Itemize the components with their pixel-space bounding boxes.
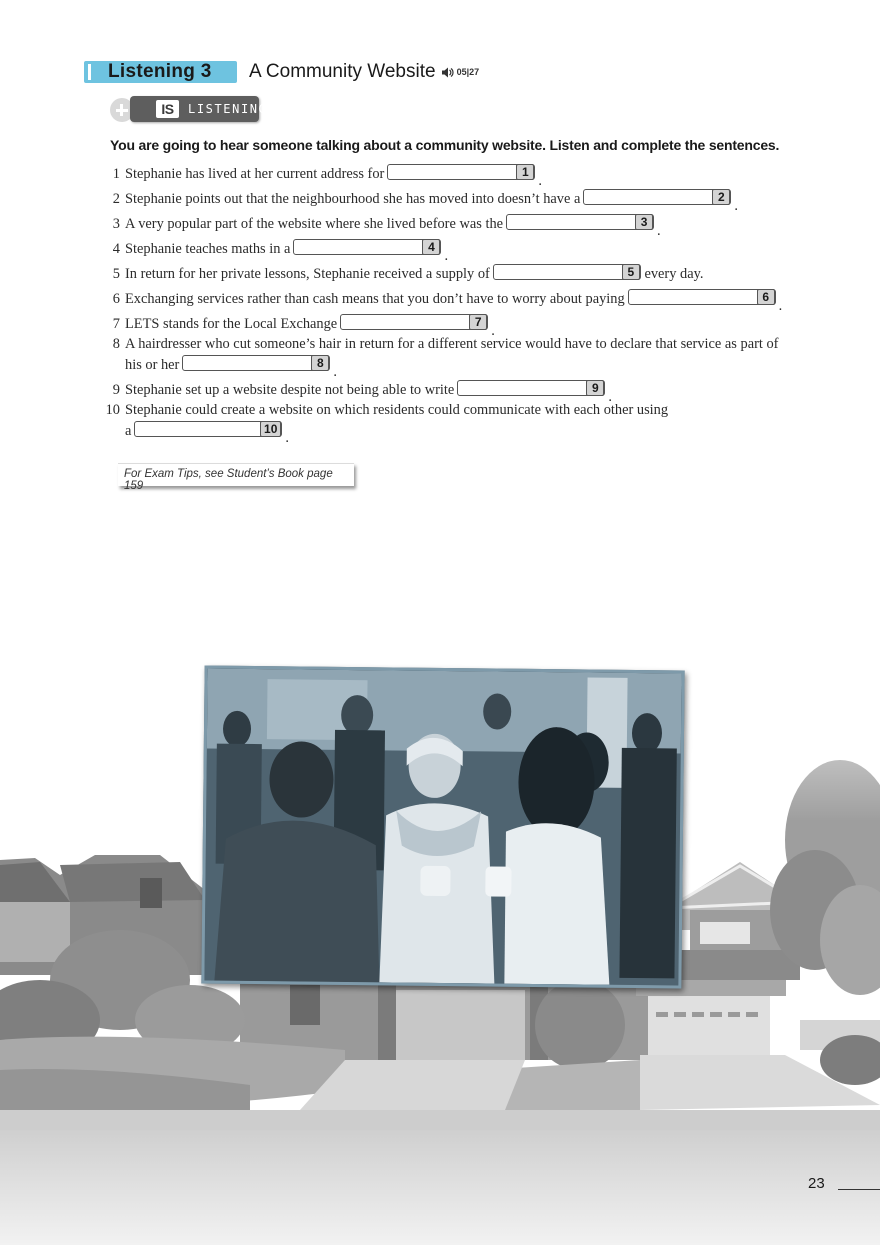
question-9: 9 Stephanie set up a website despite not being able to write 9 . — [96, 380, 612, 408]
blank-number: 9 — [586, 380, 604, 396]
question-text-after: every day. — [644, 266, 704, 282]
question-7: 7 LETS stands for the Local Exchange 7 . — [96, 314, 495, 342]
answer-blank-4[interactable] — [293, 239, 441, 255]
question-3: 3 A very popular part of the website where she lived before was the 3 . — [96, 214, 661, 242]
task-instructions: You are going to hear someone talking about a community website. Listen and complete the sentences. — [110, 137, 780, 153]
audio-track-number: 05|27 — [456, 67, 480, 77]
skill-pill — [130, 96, 268, 122]
answer-blank-7[interactable] — [340, 314, 488, 330]
question-number: 6 — [112, 291, 120, 307]
blank-number: 5 — [622, 264, 640, 280]
section-tag — [84, 61, 237, 83]
question-8: 8 A hairdresser who cut someone’s hair in return for a different service would have to declare that service as part of his or her 8 . — [96, 334, 778, 383]
question-2: 2 Stephanie points out that the neighbourhood she has moved into doesn’t have a 2 . — [96, 189, 738, 217]
question-text: In return for her private lessons, Stephanie received a supply of — [125, 266, 490, 282]
section-label: Listening 3 — [108, 61, 212, 82]
question-text-continued: his or her — [125, 357, 180, 373]
skill-badge — [110, 96, 268, 124]
question-text: A very popular part of the website where she lived before was the — [125, 216, 504, 232]
question-number: 9 — [112, 382, 120, 398]
exam-tips-note — [118, 463, 354, 492]
blank-number: 10 — [260, 421, 281, 437]
question-text: Stephanie points out that the neighbourhood she has moved into doesn’t have a — [125, 191, 581, 207]
question-text: Stephanie teaches maths in a — [125, 241, 291, 257]
question-text: A hairdresser who cut someone’s hair in return for a different service would have to declare that service as part of — [125, 336, 779, 352]
blank-number: 7 — [469, 314, 487, 330]
people-socializing-image — [204, 669, 681, 986]
section-header — [84, 60, 479, 84]
question-6: 6 Exchanging services rather than cash means that you don’t have to worry about paying 6 . — [96, 289, 782, 317]
question-text: Exchanging services rather than cash means that you don’t have to worry about paying — [125, 291, 625, 307]
skill-label: LISTENING — [188, 102, 268, 116]
answer-blank-10[interactable] — [134, 421, 282, 437]
question-number: 2 — [112, 191, 120, 207]
question-number: 5 — [112, 266, 120, 282]
blank-number: 8 — [311, 355, 329, 371]
community-gathering-photo — [201, 665, 684, 988]
answer-blank-6[interactable] — [628, 289, 776, 305]
is-logo — [156, 100, 179, 118]
question-text: LETS stands for the Local Exchange — [125, 316, 338, 332]
exam-tips-text: For Exam Tips, see Student’s Book page 159 — [124, 468, 333, 492]
answer-blank-2[interactable] — [583, 189, 731, 205]
question-text-continued: a — [125, 423, 132, 439]
question-4: 4 Stephanie teaches maths in a 4 . — [96, 239, 448, 267]
question-text: Stephanie has lived at her current address for — [125, 166, 385, 182]
page-number-rule — [838, 1189, 880, 1190]
page-number: 23 — [808, 1175, 825, 1192]
blank-number: 4 — [422, 239, 440, 255]
question-10: 10 Stephanie could create a website on which residents could communicate with each other using a 10 . — [96, 400, 668, 449]
answer-blank-5[interactable] — [493, 264, 641, 280]
speaker-icon[interactable] — [442, 67, 454, 78]
section-title: A Community Website — [249, 61, 436, 82]
question-5 — [96, 264, 703, 285]
answer-blank-1[interactable] — [387, 164, 535, 180]
question-number: 10 — [105, 402, 120, 418]
question-text: Stephanie set up a website despite not being able to write — [125, 382, 455, 398]
blank-number: 3 — [635, 214, 653, 230]
question-number: 7 — [112, 316, 120, 332]
question-number: 1 — [112, 166, 120, 182]
is-logo-letters: IS — [161, 101, 174, 117]
question-number: 3 — [112, 216, 120, 232]
blank-number: 2 — [712, 189, 730, 205]
question-text: Stephanie could create a website on which residents could communicate with each other using — [125, 402, 669, 418]
answer-blank-3[interactable] — [506, 214, 654, 230]
question-1: 1 Stephanie has lived at her current address for 1 . — [96, 164, 542, 192]
blank-number: 1 — [516, 164, 534, 180]
answer-blank-9[interactable] — [457, 380, 605, 396]
question-number: 8 — [112, 336, 120, 352]
blank-number: 6 — [757, 289, 775, 305]
answer-blank-8[interactable] — [182, 355, 330, 371]
question-number: 4 — [112, 241, 120, 257]
